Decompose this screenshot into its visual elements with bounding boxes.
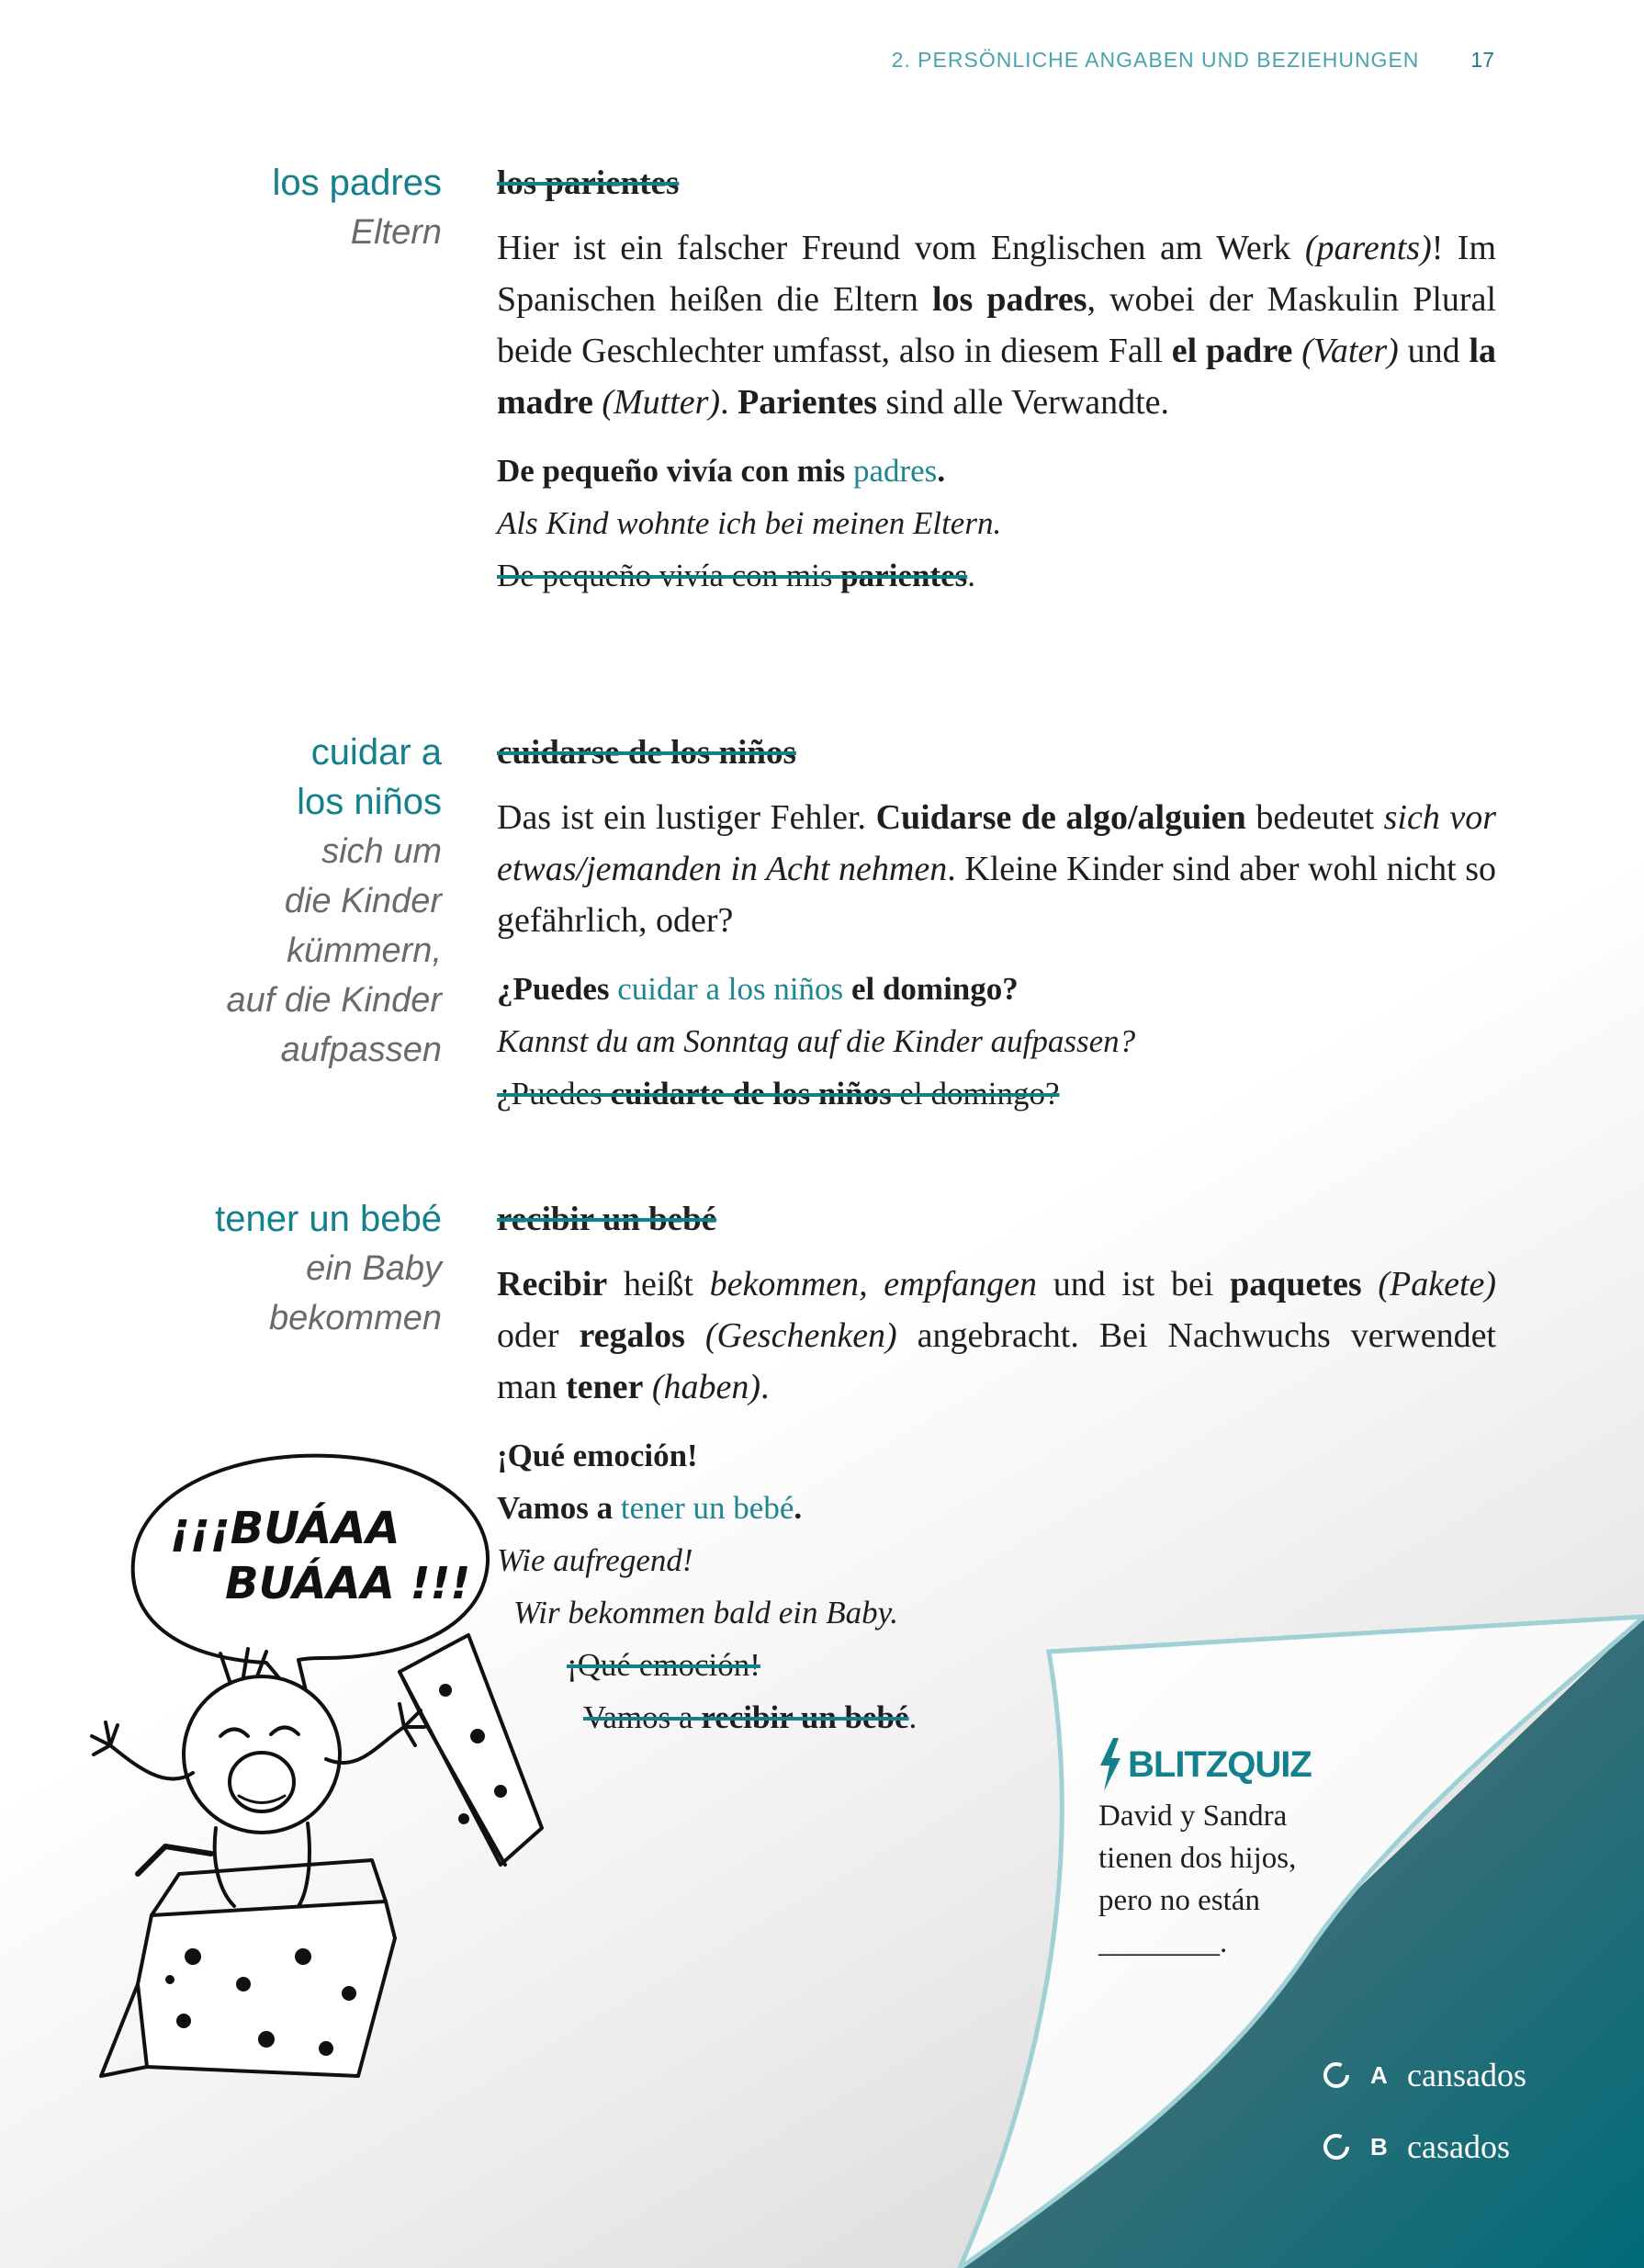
- answer-text: cansados: [1407, 2057, 1526, 2093]
- quiz-answer-options: [1323, 2039, 1526, 2183]
- text-run: padres: [852, 453, 938, 489]
- entry-translation: kümmern,: [287, 931, 442, 970]
- example-line: [497, 1429, 1496, 1482]
- entry-term: cuidar a: [310, 732, 442, 773]
- entry-body: [497, 1194, 1496, 1743]
- lightning-icon: [1098, 1738, 1122, 1791]
- text-run: ! Im Spanischen heißen die Eltern: [497, 229, 1496, 319]
- explanation: [497, 222, 1496, 428]
- entry-translation: bekommen: [269, 1299, 442, 1337]
- example: [497, 1429, 1496, 1743]
- entry-term: tener un bebé: [215, 1199, 442, 1239]
- example-line: [497, 445, 1496, 497]
- answer-text: casados: [1407, 2128, 1510, 2165]
- answer-option-b[interactable]: [1323, 2111, 1526, 2183]
- text-run: .: [937, 453, 946, 489]
- example-line: [497, 963, 1496, 1015]
- text-run: .: [967, 558, 976, 593]
- text-run: la madre: [497, 332, 1497, 422]
- text-run: Wie aufregend!: [497, 1542, 693, 1578]
- entry-translation: sich um: [321, 832, 442, 871]
- text-run: Recibir: [497, 1265, 608, 1303]
- speech-bubble-line-2: BUÁAA !!!: [225, 1558, 471, 1609]
- text-run: cuidarte de los niños: [610, 1076, 892, 1111]
- blitzquiz-question: [1098, 1795, 1312, 1964]
- text-run: bekommen, empfangen: [709, 1265, 1038, 1303]
- page-number: 17: [1470, 48, 1494, 72]
- text-run: oder: [497, 1316, 580, 1355]
- text-run: [1292, 332, 1301, 370]
- text-run: sind alle Verwandte.: [877, 383, 1170, 422]
- text-run: und: [1398, 332, 1469, 370]
- answer-option-a[interactable]: [1323, 2039, 1526, 2111]
- blitzquiz-title: [1098, 1738, 1312, 1791]
- entry-body: [497, 158, 1496, 602]
- text-run: [685, 1316, 705, 1355]
- text-run: tener un bebé: [620, 1490, 794, 1526]
- gift-box-lid: [400, 1635, 542, 1865]
- text-run: sich vor etwas/jemanden in Acht nehmen: [497, 798, 1497, 888]
- text-run: (Vater): [1301, 332, 1399, 370]
- text-run: [1362, 1265, 1379, 1303]
- text-run: Vamos a: [497, 1490, 621, 1526]
- example: [497, 963, 1496, 1120]
- example-line: [497, 1015, 1496, 1067]
- entry-translation: aufpassen: [280, 1031, 442, 1069]
- text-run: (haben): [651, 1368, 761, 1406]
- entry-term-column: [0, 158, 442, 257]
- text-run: parientes: [840, 558, 968, 593]
- gift-box: [138, 1901, 395, 2076]
- text-run: los padres: [931, 280, 1087, 319]
- entry-translation: Eltern: [350, 213, 442, 252]
- running-header: [892, 48, 1494, 73]
- text-run: [593, 383, 602, 422]
- radio-circle-icon[interactable]: [1323, 2133, 1350, 2161]
- example-line: [497, 1586, 1496, 1639]
- text-run: heißt: [607, 1265, 710, 1303]
- text-run: Vamos a: [583, 1699, 702, 1735]
- text-run: el domingo?: [843, 971, 1019, 1007]
- text-run: .: [908, 1699, 918, 1735]
- text-run: Cuidarse de algo/alguien: [875, 798, 1246, 837]
- answer-label: A: [1370, 2060, 1388, 2089]
- text-run: cuidar a los niños: [617, 971, 844, 1007]
- text-run: De pequeño vivía con mis: [497, 558, 841, 593]
- explanation: [497, 1258, 1496, 1413]
- text-run: el padre: [1171, 332, 1293, 370]
- text-run: und ist bei: [1037, 1265, 1231, 1303]
- entry-term: los padres: [272, 163, 442, 203]
- blitzquiz-title-text: BLITZQUIZ: [1128, 1744, 1312, 1785]
- text-run: angebracht. Bei Nachwuchs verwendet man: [497, 1316, 1496, 1406]
- wrong-expression: cuidarse de los niños: [497, 734, 796, 772]
- text-run: (Pakete): [1378, 1265, 1497, 1303]
- entry-body: [497, 728, 1496, 1120]
- example-line: [497, 1639, 1496, 1691]
- answer-label: B: [1370, 2132, 1388, 2161]
- text-run: .: [760, 1368, 770, 1406]
- text-run: (Geschenken): [704, 1316, 897, 1355]
- text-run: ¿Puedes: [497, 1076, 611, 1111]
- text-run: bedeutet: [1245, 798, 1384, 837]
- text-run: .: [794, 1490, 803, 1526]
- text-run: De pequeño vivía con mis: [497, 453, 853, 489]
- entry-term: los niños: [297, 782, 442, 822]
- question-blank: ________.: [1098, 1926, 1228, 1959]
- baby-cartoon-illustration: [83, 1442, 579, 2085]
- text-run: [643, 1368, 652, 1406]
- text-run: paquetes: [1230, 1265, 1362, 1303]
- radio-circle-icon[interactable]: [1323, 2061, 1350, 2089]
- text-run: el domingo?: [891, 1076, 1060, 1111]
- text-run: Das ist ein lustiger Fehler.: [497, 798, 876, 837]
- text-run: Wir bekommen bald ein Baby.: [513, 1595, 898, 1630]
- text-run: (parents): [1304, 229, 1432, 267]
- wrong-expression: los parientes: [497, 164, 680, 202]
- speech-bubble-line-1: ¡¡¡BUÁAA: [170, 1503, 400, 1554]
- text-run: Als Kind wohnte ich bei meinen Eltern.: [497, 505, 1002, 541]
- entry-translation: die Kinder: [284, 882, 442, 920]
- chapter-title: 2. PERSÖNLICHE ANGABEN UND BEZIEHUNGEN: [891, 48, 1420, 72]
- blitzquiz: [1098, 1738, 1312, 1964]
- text-run: ¿Puedes: [497, 971, 618, 1007]
- example: [497, 445, 1496, 602]
- entry-term-column: [0, 1194, 442, 1343]
- text-run: ¡Qué emoción!: [497, 1438, 698, 1473]
- example-line: [497, 1691, 1496, 1743]
- example-line: [497, 1534, 1496, 1586]
- text-run: .: [720, 383, 738, 422]
- text-run: Kannst du am Sonntag auf die Kinder aufpassen?: [497, 1023, 1136, 1059]
- text-run: (Mutter): [602, 383, 721, 422]
- text-run: recibir un bebé: [701, 1699, 909, 1735]
- example-line: [497, 549, 1496, 602]
- text-run: tener: [565, 1368, 644, 1406]
- explanation: [497, 792, 1496, 946]
- question-line: tienen dos hijos,: [1098, 1842, 1297, 1875]
- text-run: ¡Qué emoción!: [567, 1647, 760, 1683]
- entry-term-column: [0, 728, 442, 1075]
- entry-translation: auf die Kinder: [226, 981, 442, 1020]
- text-run: Hier ist ein falscher Freund vom Englischen am Werk: [497, 229, 1305, 267]
- text-run: regalos: [579, 1316, 685, 1355]
- text-run: . Kleine Kinder sind aber wohl nicht so gefährlich, oder?: [497, 850, 1497, 940]
- question-line: pero no están: [1098, 1884, 1260, 1917]
- example-line: [497, 497, 1496, 549]
- wrong-expression: recibir un bebé: [497, 1201, 717, 1238]
- text-run: , wobei der Maskulin Plural beide Geschlechter umfasst, also in diesem Fall: [497, 280, 1497, 370]
- example-line: [497, 1067, 1496, 1120]
- question-line: David y Sandra: [1098, 1800, 1288, 1833]
- entry-translation: ein Baby: [306, 1249, 442, 1288]
- text-run: Parientes: [738, 383, 878, 422]
- example-line: [497, 1482, 1496, 1534]
